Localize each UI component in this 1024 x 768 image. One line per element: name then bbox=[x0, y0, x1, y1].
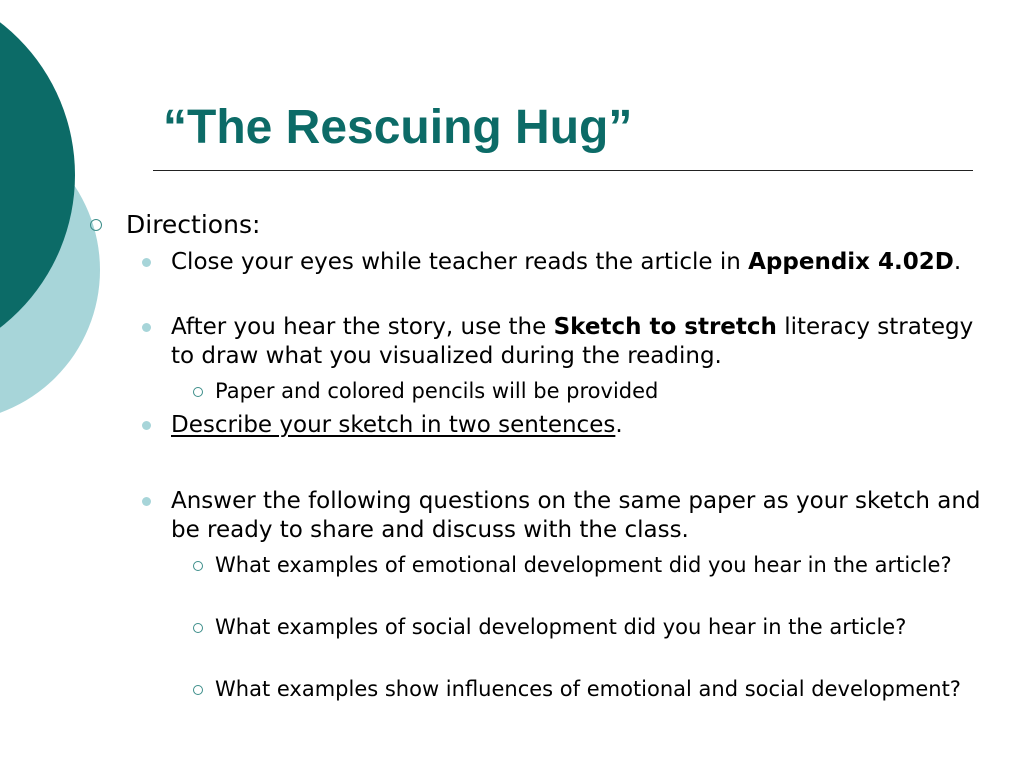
list-item bbox=[171, 248, 1001, 277]
sub-item-text: What examples show influences of emotional and social development? bbox=[215, 677, 961, 701]
item-text-end: . bbox=[615, 412, 623, 438]
underlined-instruction: Describe your sketch in two sentences bbox=[171, 412, 616, 438]
bullet-icon bbox=[142, 497, 151, 506]
appendix-reference: Appendix 4.02D bbox=[748, 249, 954, 275]
hollow-bullet-icon bbox=[193, 685, 203, 695]
title-divider bbox=[153, 170, 973, 171]
directions-label: Directions: bbox=[126, 210, 261, 239]
hollow-bullet-icon bbox=[193, 561, 203, 571]
bullet-icon bbox=[142, 421, 151, 430]
list-item bbox=[171, 487, 1001, 545]
item-text: After you hear the story, use the bbox=[171, 314, 554, 340]
list-item bbox=[171, 411, 1001, 440]
item-text-end: literacy strategy to draw what you visualized during the reading. bbox=[171, 314, 974, 369]
sub-list-item bbox=[215, 378, 1015, 405]
sub-list-item bbox=[215, 552, 1015, 579]
hollow-bullet-icon bbox=[193, 623, 203, 633]
hollow-bullet-icon bbox=[90, 219, 102, 231]
strategy-name: Sketch to stretch bbox=[553, 314, 777, 340]
decorative-circles bbox=[0, 0, 110, 420]
sub-list-item bbox=[215, 614, 1015, 641]
bullet-icon bbox=[142, 323, 151, 332]
item-text: Close your eyes while teacher reads the article in bbox=[171, 249, 749, 275]
sub-item-text: What examples of emotional development did you hear in the article? bbox=[215, 553, 952, 577]
list-item bbox=[171, 313, 1001, 371]
sub-item-text: Paper and colored pencils will be provided bbox=[215, 379, 659, 403]
hollow-bullet-icon bbox=[193, 387, 203, 397]
item-text-end: . bbox=[953, 249, 962, 275]
sub-list-item bbox=[215, 676, 1015, 703]
item-text: Answer the following questions on the same paper as your sketch and be ready to share and discuss with the class. bbox=[171, 488, 981, 543]
directions-heading bbox=[126, 208, 260, 242]
bullet-icon bbox=[142, 258, 151, 267]
slide-title: “The Rescuing Hug” bbox=[163, 101, 633, 154]
sub-item-text: What examples of social development did you hear in the article? bbox=[215, 615, 907, 639]
